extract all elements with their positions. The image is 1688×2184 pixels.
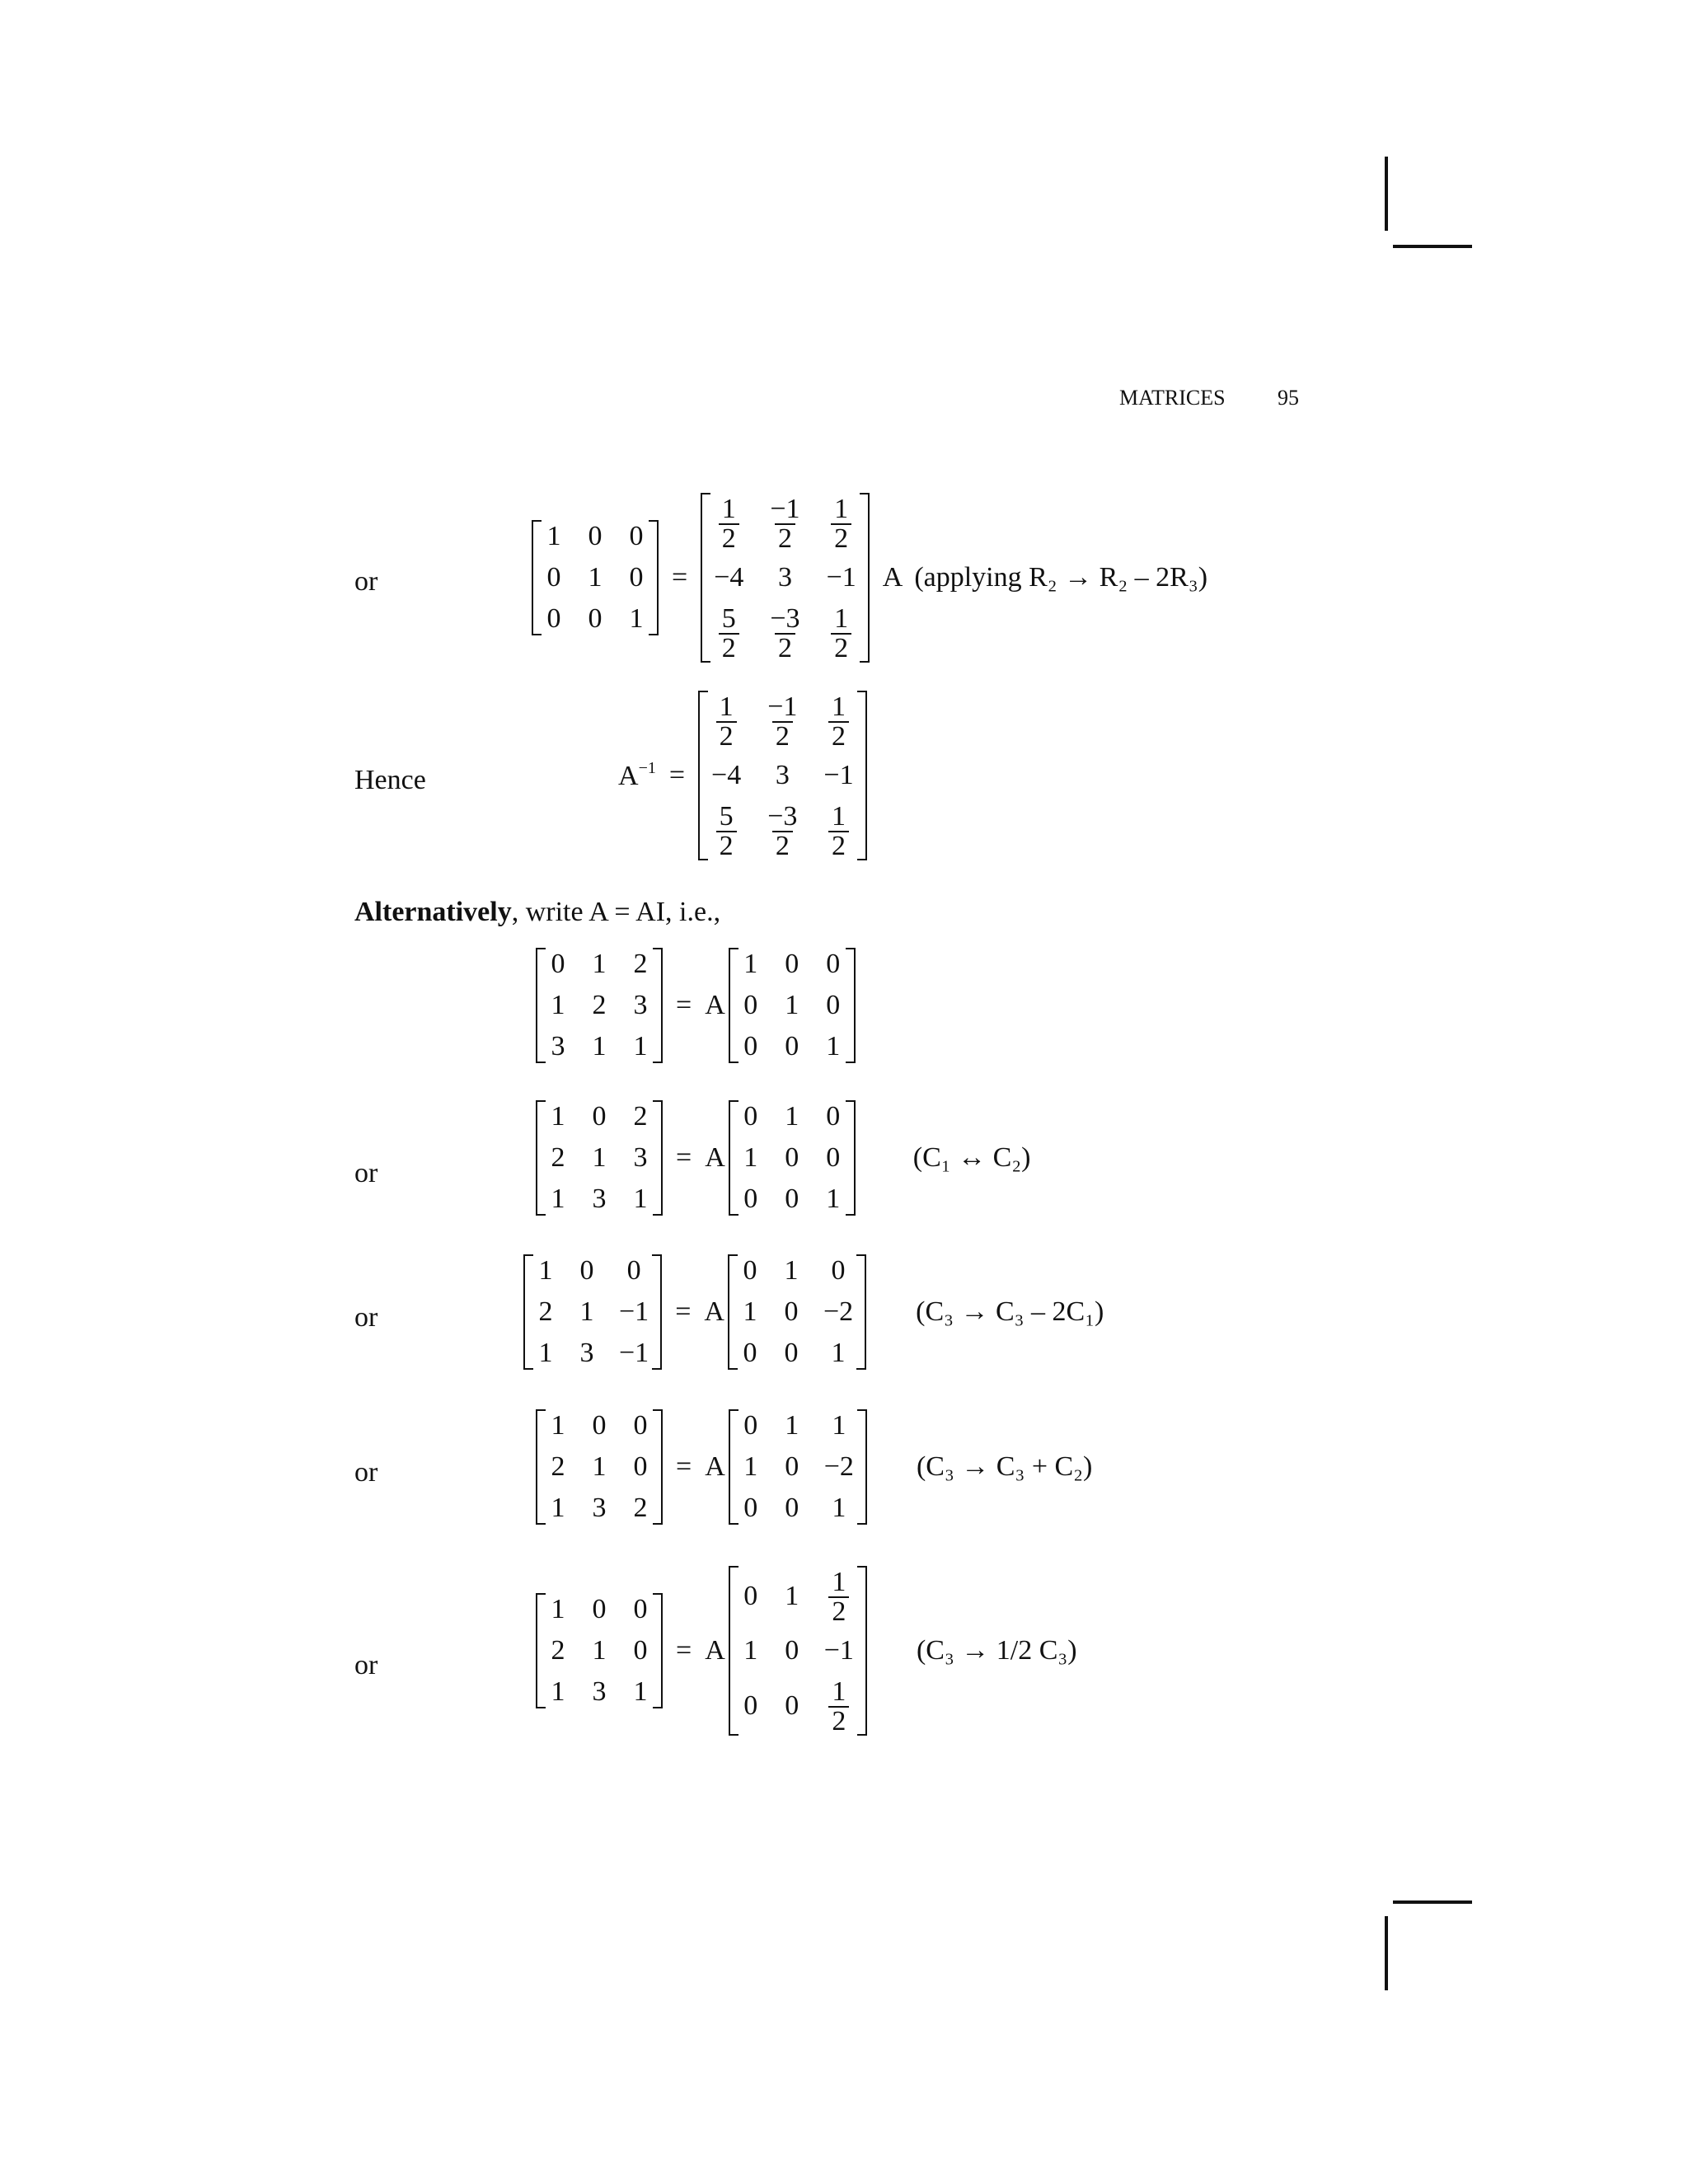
matrix-cell: 0	[551, 949, 565, 979]
matrix-cell: 0	[784, 1296, 799, 1327]
matrix-cell: 0	[629, 562, 644, 593]
matrix-cell: 3	[777, 562, 792, 593]
matrix-cell: 1	[592, 1451, 607, 1482]
matrix-cell: 1	[826, 1183, 841, 1214]
matrix-cell	[824, 1675, 854, 1736]
label-or-3: or	[354, 1302, 378, 1333]
matrix-cell: 1	[551, 990, 565, 1020]
equation-step-3	[536, 948, 856, 1063]
alternatively-rest: , write A = AI, i.e.,	[511, 897, 721, 927]
matrix-cell: 0	[592, 1410, 607, 1441]
operation-note: (C₃ → C₃ + C₂)	[916, 1451, 1093, 1482]
running-head	[1119, 386, 1226, 410]
matrix-cell: 0	[546, 562, 561, 593]
equals-sign: =	[672, 562, 688, 593]
matrix-cell: 3	[633, 990, 648, 1020]
matrix	[523, 1254, 662, 1370]
matrix-cell: 0	[592, 1101, 607, 1132]
matrix-cell: 1	[785, 990, 799, 1020]
matrix-cell: 0	[831, 1255, 846, 1286]
matrix	[729, 1566, 867, 1736]
matrix-cell: 0	[743, 1255, 757, 1286]
matrix-cell: 3	[551, 1031, 565, 1062]
matrix-cell	[764, 800, 800, 860]
matrix-cell: 0	[743, 1580, 758, 1611]
matrix-a: A	[704, 1296, 724, 1327]
matrix-cell: 0	[826, 949, 841, 979]
matrix-cell: 2	[592, 990, 607, 1020]
matrix-cell	[714, 602, 743, 663]
matrix-cell: 0	[629, 521, 644, 551]
matrix-cell: 3	[592, 1676, 607, 1707]
matrix-cell: 3	[579, 1338, 594, 1368]
matrix-cell: 0	[743, 1031, 758, 1062]
equals-sign: =	[676, 990, 692, 1020]
matrix-cell: 3	[592, 1183, 607, 1214]
crop-mark-bottom-vertical	[1385, 1916, 1388, 1990]
alternatively-bold: Alternatively	[354, 897, 512, 927]
matrix-cell: 1	[785, 1101, 799, 1132]
matrix-cell: −1	[823, 760, 854, 790]
matrix-cell: 1	[743, 1451, 758, 1482]
matrix-cell: 3	[592, 1493, 607, 1523]
matrix-cell: 1	[633, 1676, 648, 1707]
matrix-cell: 2	[551, 1142, 565, 1173]
equation-step-1	[532, 493, 1207, 663]
matrix-cell	[824, 1566, 854, 1626]
matrix-cell: 1	[633, 1031, 648, 1062]
matrix-cell: 0	[743, 1690, 758, 1721]
matrix-cell: 1	[551, 1493, 565, 1523]
matrix-cell: 1	[785, 1410, 799, 1441]
fraction: $\frac{5}{2}$	[719, 605, 739, 663]
matrix-cell: 1	[743, 1635, 758, 1666]
matrix-cell: 2	[551, 1635, 565, 1666]
matrix-cell: 1	[592, 1635, 607, 1666]
fraction: $\frac{1}{2}$	[719, 495, 739, 553]
matrix	[728, 1254, 866, 1370]
label-hence: Hence	[354, 765, 426, 795]
matrix-cell: 1	[551, 1676, 565, 1707]
matrix-cell: 0	[633, 1594, 648, 1624]
matrix-cell: 0	[785, 1493, 799, 1523]
crop-mark-top-horizontal	[1393, 245, 1472, 248]
a-inverse: $A^{-1}$	[618, 759, 656, 791]
operation-note: (applying R₂ → R₂ – 2R₃)	[914, 562, 1208, 593]
matrix-cell	[827, 602, 856, 663]
matrix-cell: 0	[626, 1255, 641, 1286]
matrix-cell: 1	[743, 1142, 758, 1173]
matrix-cell: 1	[546, 521, 561, 551]
matrix-cell: 0	[743, 1493, 758, 1523]
matrix-cell: 0	[633, 1451, 648, 1482]
equals-sign: =	[676, 1142, 692, 1173]
matrix-a: A	[705, 1142, 725, 1173]
fraction: $\frac{1}{2}$	[831, 495, 851, 553]
fraction: $\frac{-1}{2}$	[767, 691, 798, 752]
equation-step-6	[536, 1409, 1092, 1525]
matrix-cell: 0	[743, 990, 758, 1020]
matrix-cell: 0	[826, 1142, 841, 1173]
matrix-cell: 1	[743, 949, 758, 979]
matrix-cell: 0	[785, 1690, 799, 1721]
matrix-cell: 3	[775, 760, 790, 790]
matrix-cell: 0	[785, 1183, 799, 1214]
matrix-cell: 0	[785, 1635, 799, 1666]
matrix-cell	[711, 691, 741, 751]
chapter-title: MATRICES	[1119, 386, 1226, 410]
matrix-cell: 1	[588, 562, 603, 593]
matrix-cell: 2	[633, 1101, 648, 1132]
matrix	[536, 1593, 663, 1708]
matrix-cell: −4	[714, 562, 744, 593]
operation-note: (C₁ ↔ C₂)	[912, 1142, 1031, 1173]
label-or-5: or	[354, 1650, 378, 1680]
matrix-cell: 0	[633, 1410, 648, 1441]
matrix-cell: 2	[633, 949, 648, 979]
matrix	[729, 1409, 867, 1525]
matrix	[536, 1100, 663, 1216]
equation-step-4	[536, 1100, 1030, 1216]
matrix-cell: 0	[826, 990, 841, 1020]
matrix-cell: 1	[629, 603, 644, 634]
fraction: $\frac{1}{2}$	[831, 605, 851, 663]
matrix-cell	[714, 493, 743, 553]
matrix-cell: 1	[579, 1296, 594, 1327]
matrix	[532, 520, 659, 635]
matrix-cell: 1	[832, 1493, 846, 1523]
matrix-cell	[767, 602, 803, 663]
label-or-1: or	[354, 566, 378, 597]
matrix-cell: 0	[784, 1338, 799, 1368]
page-number: 95	[1278, 386, 1299, 410]
matrix	[729, 948, 856, 1063]
matrix-cell: 2	[538, 1296, 553, 1327]
matrix-a: A	[705, 1635, 725, 1666]
matrix	[536, 1409, 663, 1525]
matrix-cell: 1	[551, 1594, 565, 1624]
fraction: $\frac{-1}{2}$	[770, 494, 800, 554]
matrix-cell: 0	[743, 1101, 758, 1132]
fraction: $\frac{1}{2}$	[828, 1568, 849, 1626]
matrix-cell	[823, 691, 853, 751]
matrix-cell: −1	[823, 1635, 854, 1666]
crop-mark-top-vertical	[1385, 157, 1388, 231]
matrix-cell: 1	[538, 1255, 553, 1286]
fraction: $\frac{1}{2}$	[828, 803, 849, 860]
fraction: $\frac{-3}{2}$	[767, 801, 798, 861]
matrix-cell	[767, 493, 803, 553]
fraction: $\frac{-3}{2}$	[770, 603, 800, 663]
matrix-cell: 1	[633, 1183, 648, 1214]
crop-mark-bottom-horizontal	[1393, 1900, 1472, 1904]
matrix-cell: 1	[743, 1296, 757, 1327]
operation-note: (C₃ → 1/2 C₃)	[916, 1635, 1077, 1666]
equals-sign: =	[675, 1296, 692, 1327]
matrix-cell: −1	[619, 1338, 649, 1368]
matrix-cell	[827, 493, 856, 553]
matrix-cell: 1	[831, 1338, 846, 1368]
matrix-cell: 0	[588, 521, 603, 551]
matrix-cell: 0	[785, 1031, 799, 1062]
equals-sign: =	[668, 760, 686, 790]
equation-step-7	[536, 1566, 1077, 1736]
matrix-cell: 0	[743, 1338, 757, 1368]
equation-inverse	[618, 691, 867, 860]
matrix-cell: −1	[619, 1296, 649, 1327]
matrix-cell: 0	[826, 1101, 841, 1132]
matrix-cell: 1	[784, 1255, 799, 1286]
matrix	[536, 948, 663, 1063]
matrix-cell: 0	[588, 603, 603, 634]
matrix-cell	[823, 800, 853, 860]
matrix-cell: −2	[823, 1296, 854, 1327]
matrix-cell: 0	[743, 1410, 758, 1441]
matrix	[729, 1100, 856, 1216]
matrix-cell: −4	[711, 760, 742, 790]
matrix-cell: 1	[592, 1142, 607, 1173]
matrix	[701, 493, 870, 663]
matrix-cell: −1	[826, 562, 856, 593]
label-or-2: or	[354, 1158, 378, 1188]
matrix-cell: −2	[823, 1451, 854, 1482]
matrix-cell: 2	[633, 1493, 648, 1523]
fraction: $\frac{1}{2}$	[828, 693, 849, 751]
matrix-cell: 1	[551, 1101, 565, 1132]
fraction: $\frac{1}{2}$	[828, 1678, 849, 1736]
matrix-cell: 0	[785, 949, 799, 979]
matrix-cell: 0	[785, 1142, 799, 1173]
matrix-cell: 2	[551, 1451, 565, 1482]
label-or-4: or	[354, 1457, 378, 1488]
matrix-cell: 1	[826, 1031, 841, 1062]
matrix-a: A	[705, 990, 725, 1020]
matrix-cell: 0	[743, 1183, 758, 1214]
matrix-cell: 3	[633, 1142, 648, 1173]
matrix-a: A	[882, 562, 903, 593]
matrix	[698, 691, 867, 860]
matrix-cell: 1	[592, 949, 607, 979]
operation-note: (C₃ → C₃ – 2C₁)	[916, 1296, 1104, 1327]
alternatively-text	[354, 897, 720, 928]
matrix-cell: 0	[579, 1255, 594, 1286]
equation-step-5	[523, 1254, 1104, 1370]
matrix-cell: 1	[592, 1031, 607, 1062]
matrix-cell: 1	[551, 1183, 565, 1214]
matrix-cell: 0	[546, 603, 561, 634]
matrix-cell: 1	[832, 1410, 846, 1441]
equals-sign: =	[676, 1635, 692, 1666]
matrix-cell	[711, 800, 741, 860]
matrix-a: A	[705, 1451, 725, 1482]
matrix-cell: 0	[785, 1451, 799, 1482]
matrix-cell	[764, 691, 800, 751]
matrix-cell: 1	[551, 1410, 565, 1441]
fraction: $\frac{5}{2}$	[716, 803, 737, 860]
matrix-cell: 1	[785, 1580, 799, 1611]
equals-sign: =	[676, 1451, 692, 1482]
matrix-cell: 0	[633, 1635, 648, 1666]
matrix-cell: 1	[538, 1338, 553, 1368]
fraction: $\frac{1}{2}$	[716, 693, 737, 751]
matrix-cell: 0	[592, 1594, 607, 1624]
